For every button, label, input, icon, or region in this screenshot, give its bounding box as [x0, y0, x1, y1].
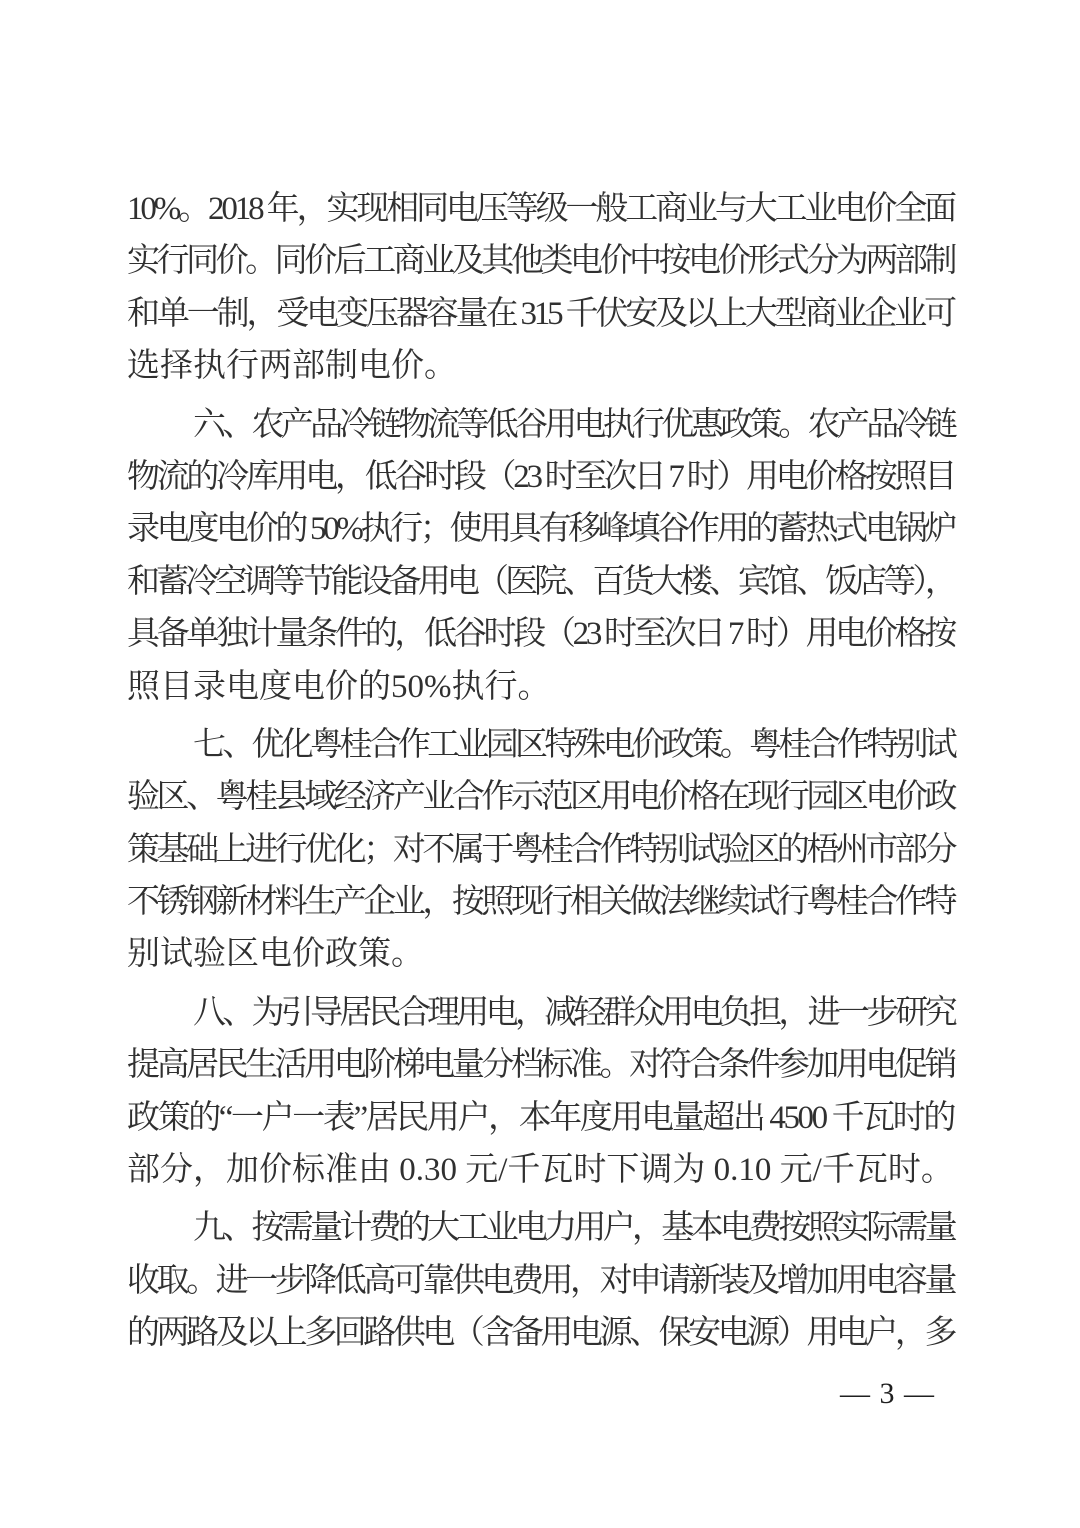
- text-line: 九、按需量计费的大工业电力用户，基本电费按照实际需量: [193, 1210, 955, 1247]
- text-line: 照目录电度电价的50%执行。: [127, 668, 551, 705]
- page-number: — 3 —: [840, 1377, 935, 1410]
- text-line: 别试验区电价政策。: [127, 936, 424, 973]
- text-line: 和单一制，受电变压器容量在 315 千伏安及以上大型商业企业可: [127, 295, 955, 332]
- text-line: 的两路及以上多回路供电（含备用电源、保安电源）用电户，多: [127, 1315, 955, 1352]
- text-line: 具备单独计量条件的，低谷时段（23 时至次日 7 时）用电价格按: [127, 616, 954, 653]
- text-line: 七、优化粤桂合作工业园区特殊电价政策。粤桂合作特别试: [193, 726, 955, 763]
- text-line: 不锈钢新材料生产企业，按照现行相关做法继续试行粤桂合作特: [127, 884, 955, 921]
- section-8-paragraph: [127, 987, 954, 1197]
- text-line: 和蓄冷空调等节能设备用电（医院、百货大楼、宾馆、饭店等），: [127, 563, 955, 600]
- paragraph-continued-from-previous-page: [127, 183, 954, 393]
- text-line: 实行同价。同价后工商业及其他类电价中按电价形式分为两部制: [127, 243, 955, 280]
- section-6-paragraph: [127, 399, 954, 713]
- text-line: 收取。进一步降低高可靠供电费用，对申请新装及增加用电容量: [127, 1262, 955, 1299]
- text-line: 选择执行两部制电价。: [127, 348, 457, 385]
- text-line: 验区、粤桂县域经济产业合作示范区用电价格在现行园区电价政: [127, 779, 955, 816]
- text-line: 政策的“一户一表”居民用户，本年度用电量超出 4500 千瓦时的: [127, 1099, 954, 1136]
- text-line: 录电度电价的 50%执行；使用具有移峰填谷作用的蓄热式电锅炉: [127, 511, 954, 548]
- text-line: 提高居民生活用电阶梯电量分档标准。对符合条件参加用电促销: [127, 1047, 955, 1084]
- section-9-paragraph: [127, 1202, 954, 1359]
- text-line: 八、为引导居民合理用电，减轻群众用电负担，进一步研究: [193, 994, 955, 1031]
- text-line: 六、农产品冷链物流等低谷用电执行优惠政策。农产品冷链: [193, 406, 955, 443]
- text-line: 部分，加价标准由 0.30 元/千瓦时下调为 0.10 元/千瓦时。: [127, 1152, 954, 1189]
- document-text-body: [127, 183, 954, 1360]
- section-7-paragraph: [127, 719, 954, 981]
- text-line: 10%。2018 年，实现相同电压等级一般工商业与大工业电价全面: [127, 191, 954, 227]
- text-line: 策基础上进行优化；对不属于粤桂合作特别试验区的梧州市部分: [127, 831, 955, 868]
- text-line: 物流的冷库用电，低谷时段（23 时至次日 7 时）用电价格按照目: [127, 458, 954, 495]
